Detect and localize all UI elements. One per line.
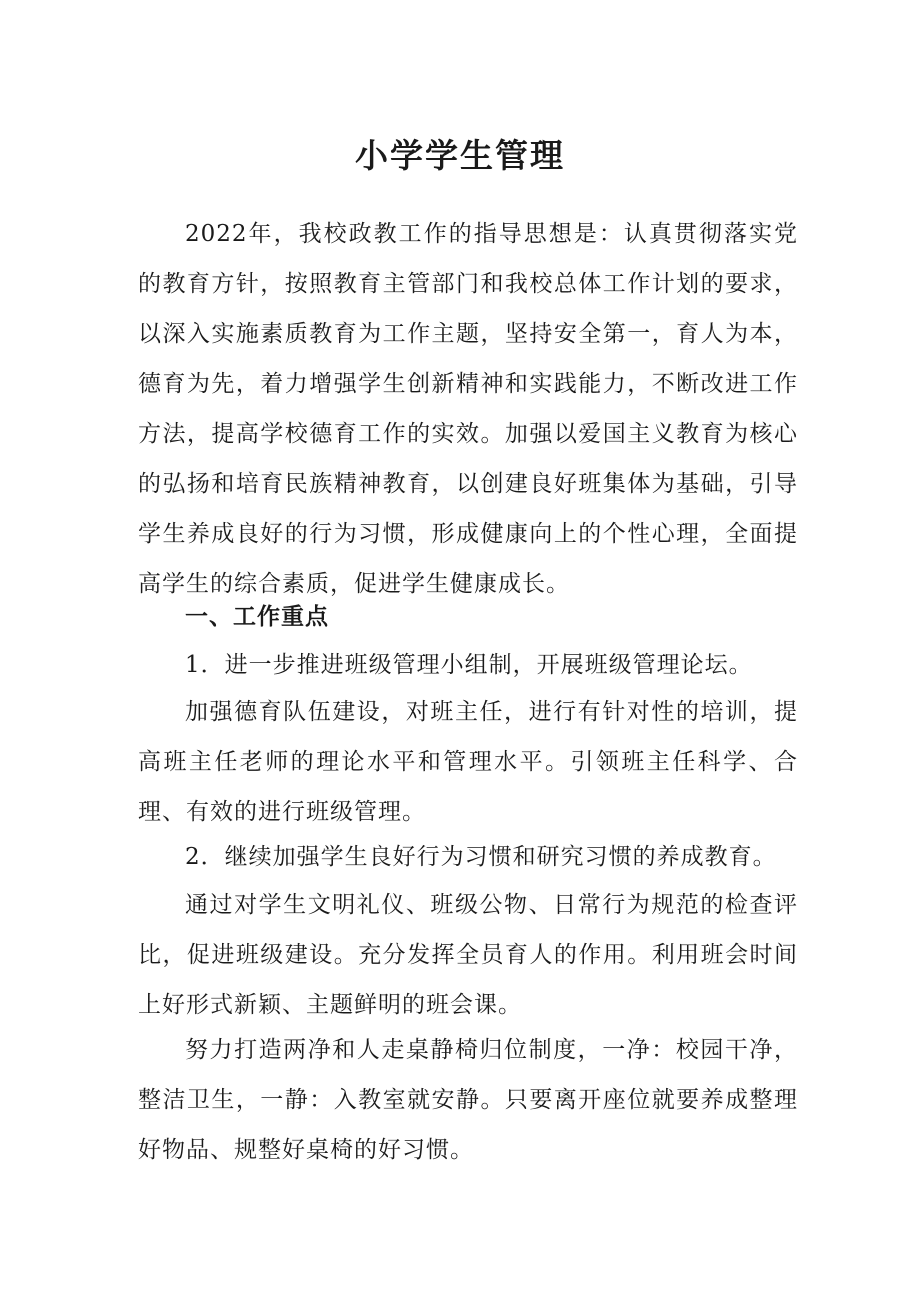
intro-paragraph: 2022年，我校政教工作的指导思想是：认真贯彻落实党的教育方针，按照教育主管部门和我校总体工作计划的要求，以深入实施素质教育为工作主题，坚持安全第一，育人为本，德育为先，着力增强学生创新精神和实践能力，不断改进工作方法，提高学校德育工作的实效。加强以爱国主义教育为核心的弘扬和培育民族精神教育，以创建良好班集体为基础，引导学生养成良好的行为习惯，形成健康向上的个性心理，全面提高学生的综合素质，促进学生健康成长。 [138, 221, 798, 597]
item-1-body: 加强德育队伍建设，对班主任，进行有针对性的培训，提高班主任老师的理论水平和管理水平。引领班主任科学、合理、有效的进行班级管理。 [138, 699, 798, 825]
document-title: 小学学生管理 [355, 136, 565, 175]
section-heading-work-focus: 一、工作重点 [185, 604, 329, 630]
item-1-title: 1．进一步推进班级管理小组制，开展班级管理论坛。 [185, 652, 753, 678]
item-2-title: 2．继续加强学生良好行为习惯和研究习惯的养成教育。 [185, 844, 777, 870]
item-2-body-continued: 努力打造两净和人走桌静椅归位制度，一净：校园干净，整洁卫生，一静：入教室就安静。只要离开座位就要养成整理好物品、规整好桌椅的好习惯。 [138, 1037, 798, 1163]
item-2-body: 通过对学生文明礼仪、班级公物、日常行为规范的检查评比，促进班级建设。充分发挥全员育人的作用。利用班会时间上好形式新颖、主题鲜明的班会课。 [138, 892, 798, 1018]
